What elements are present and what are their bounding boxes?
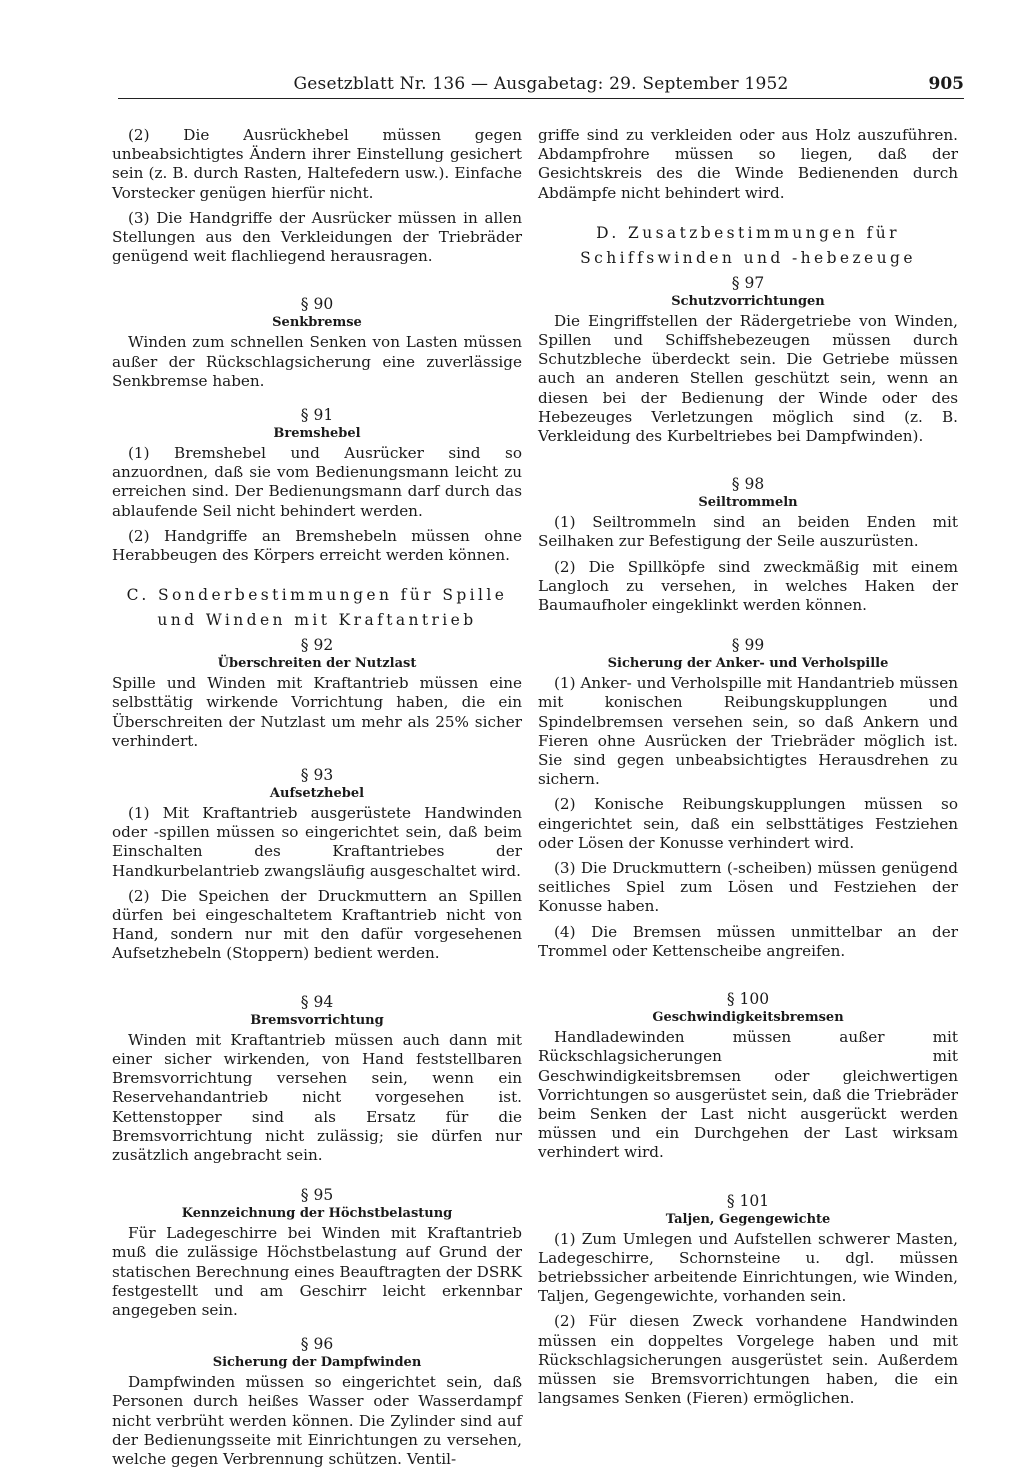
section-number: § 100 (726, 990, 770, 1009)
section-title: Sicherung der Anker- und Verholspille (607, 656, 889, 672)
section-title: Aufsetzhebel (269, 786, 365, 802)
section-number: § 96 (300, 1335, 334, 1354)
paragraph: (2) Für diesen Zweck vorhandene Handwinden müssen ein doppeltes Vorgelege haben und mit Rückschlagsicherungen ausgerüstet sein. Außerdem müssen sie Bremsvorrichtungen haben, die ein langsames Senken (Fieren) ermöglichen. (538, 1312, 958, 1408)
paragraph: (2) Die Ausrückhebel müssen gegen unbeabsichtigtes Ändern ihrer Einstellung gesichert sein (z. B. durch Rasten, Haltefedern usw.). Einfache Vorstecker genügen hierfür nicht. (112, 126, 522, 202)
paragraph: (1) Anker- und Verholspille mit Handantrieb müssen mit konischen Reibungskupplungen und Spindelbremsen versehen sein, so daß Ankern und Fieren ohne Ausrücken der Triebräder möglich ist. Sie sind gegen unbeabsichtigtes Herausdrehen zu sichern. (538, 674, 958, 789)
section-number: § 99 (731, 636, 765, 655)
section-title: Taljen, Gegengewichte (665, 1211, 831, 1227)
page-header (118, 74, 964, 99)
gazette-title: Gesetzblatt Nr. 136 — Ausgabetag: 29. September 1952 (293, 74, 789, 94)
paragraph: Handladewinden müssen außer mit Rückschlagsicherungen mit Geschwindigkeitsbremsen oder gleichwertigen Vorrichtungen so ausgerüstet sein, daß die Triebräder beim Senken der Last nicht ausgerückt werden müssen und ein Durchgehen der Last wirksam verhindert wird. (538, 1028, 958, 1162)
paragraph: Spille und Winden mit Kraftantrieb müssen eine selbsttätig wirkende Vorrichtung haben, die ein Überschreiten der Nutzlast um mehr als 25% sicher verhindert. (112, 674, 522, 750)
paragraph: (3) Die Handgriffe der Ausrücker müssen in allen Stellungen aus den Verkleidungen der Triebräder genügend weit flachliegend herausragen. (112, 208, 522, 266)
paragraph: (1) Mit Kraftantrieb ausgerüstete Handwinden oder -spillen müssen so eingerichtet sein, daß beim Einschalten des Kraftantriebes der Handkurbelantrieb zwangsläufig ausgeschaltet wird. (112, 804, 522, 880)
section-number: § 101 (726, 1191, 770, 1210)
section-number: § 92 (300, 636, 334, 655)
paragraph: (1) Bremshebel und Ausrücker sind so anzuordnen, daß sie vom Bedienungsmann leicht zu erreichen sind. Der Bedienungsmann darf durch das ablaufende Seil nicht behindert werden. (112, 444, 522, 520)
paragraph: Für Ladegeschirre bei Winden mit Kraftantrieb muß die zulässige Höchstbelastung auf Grund der statischen Berechnung eines Beauftragten der DSRK festgestellt und am Geschirr leicht erkennbar angegeben sein. (112, 1224, 523, 1319)
section-number: § 90 (300, 295, 334, 314)
section-title: Seiltrommeln (698, 495, 798, 511)
paragraph: Winden mit Kraftantrieb müssen auch dann mit einer sicher wirkenden, von Hand feststellbaren Bremsvorrichtung versehen sein, wenn ein Reservehandantrieb nicht vorgesehen ist. Kettenstopper sind als Ersatz für die Bremsvorrichtung nicht zulässig; sie dürfen nur zusätzlich angebracht sein. (112, 1030, 522, 1164)
paragraph: (1) Seiltrommeln sind an beiden Enden mit Seilhaken zur Befestigung der Seile auszurüsten. (538, 513, 958, 551)
right-column (538, 126, 958, 1414)
section-number: § 94 (300, 992, 334, 1011)
paragraph: (2) Handgriffe an Bremshebeln müssen ohne Herabbeugen des Körpers erreicht werden können. (112, 526, 522, 565)
section-title: Sicherung der Dampfwinden (212, 1355, 422, 1371)
paragraph: Die Eingriffstellen der Rädergetriebe von Winden, Spillen und Schiffshebezeugen müssen durch Schutzbleche überdeckt sein. Die Getriebe müssen auch an anderen Stellen geschützt sein, wenn an diesen bei der Bedienung der Winde oder des Hebezeuges Verletzungen möglich sind (z. B. Verkleidung des Kurbeltriebes bei Dampfwinden). (538, 311, 958, 446)
page-number: 905 (928, 74, 964, 94)
paragraph: (1) Zum Umlegen und Aufstellen schwerer Masten, Ladegeschirre, Schornsteine u. dgl. müssen betriebssicher arbeitende Einrichtungen, wie Winden, Taljen, Gegengewichte, vorhanden sein. (538, 1229, 958, 1306)
section-heading: Schiffswinden und -hebezeuge (580, 248, 916, 267)
section-title: Kennzeichnung der Höchstbelastung (181, 1206, 453, 1222)
section-number: § 93 (300, 766, 334, 785)
section-title: Bremsvorrichtung (250, 1012, 384, 1028)
paragraph: Dampfwinden müssen so eingerichtet sein, daß Personen durch heißes Wasser oder Wasserdampf nicht verbrüht werden können. Die Zylinder sind auf der Bedienungsseite mit Einrichtungen zu versehen, welche gegen Verbrennung schützen. Ventil- (112, 1373, 522, 1468)
paragraph: (2) Die Speichen der Druckmuttern an Spillen dürfen bei eingeschaltetem Kraftantrieb nicht von Hand, sondern nur mit den dafür vorgesehenen Aufsetzhebeln (Stoppern) bedient werden. (112, 886, 522, 963)
section-title: Schutzvorrichtungen (671, 293, 825, 309)
paragraph: (2) Die Spillköpfe sind zweckmäßig mit einem Langloch zu versehen, in welches Haken der Baumaufholer eingeklinkt werden können. (538, 557, 958, 615)
section-title: Bremshebel (273, 426, 361, 442)
paragraph: Winden zum schnellen Senken von Lasten müssen außer der Rückschlagsicherung eine zuverlässige Senkbremse haben. (112, 333, 522, 390)
section-title: Senkbremse (272, 315, 362, 331)
section-number: § 95 (300, 1186, 334, 1205)
section-title: Geschwindigkeitsbremsen (652, 1010, 844, 1026)
paragraph: (3) Die Druckmuttern (-scheiben) müssen genügend seitliches Spiel zum Lösen und Festziehen der Konusse haben. (538, 859, 958, 916)
paragraph: griffe sind zu verkleiden oder aus Holz auszuführen. Abdampfrohre müssen so liegen, daß der Gesichtskreis des die Winde Bedienenden durch Abdämpfe nicht behindert wird. (538, 126, 958, 202)
paragraph: (2) Konische Reibungskupplungen müssen so eingerichtet sein, daß ein selbsttätiges Festziehen oder Lösen der Konusse verhindert wird. (538, 795, 958, 852)
section-number: § 98 (731, 475, 765, 494)
paragraph: (4) Die Bremsen müssen unmittelbar an der Trommel oder Kettenscheibe angreifen. (538, 922, 958, 960)
section-title: Überschreiten der Nutzlast (217, 656, 417, 672)
section-heading: D. Zusatzbestimmungen für (596, 223, 900, 242)
left-column (112, 126, 522, 1475)
section-number: § 97 (731, 273, 765, 292)
section-heading: C. Sonderbestimmungen für Spille (126, 586, 508, 605)
section-heading: und Winden mit Kraftantrieb (157, 611, 477, 630)
section-number: § 91 (300, 406, 334, 425)
